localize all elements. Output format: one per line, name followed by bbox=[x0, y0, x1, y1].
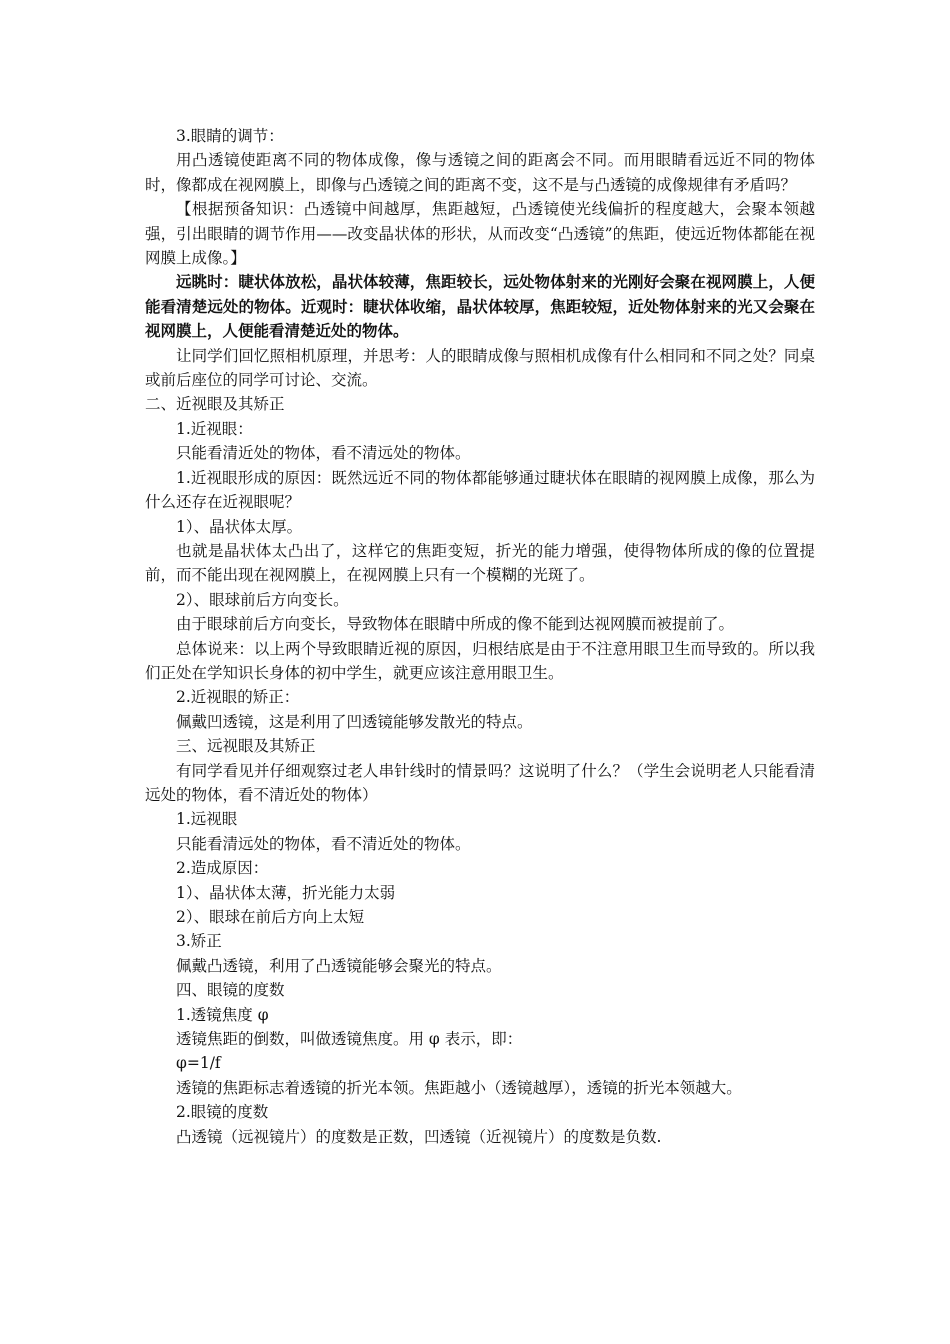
section-heading-myopia: 二、近视眼及其矫正 bbox=[145, 395, 285, 414]
paragraph-threading-needle: 有同学看见并仔细观察过老人串针线时的情景吗？这说明了什么？（学生会说明老人只能看清远处的物体，看不清近处的物体） bbox=[145, 761, 815, 804]
list-item-eyeball-longer: 2）、眼球前后方向变长。 bbox=[176, 590, 349, 609]
paragraph-refractive-power: 透镜的焦距标志着透镜的折光本领。焦距越小（透镜越厚），透镜的折光本领越大。 bbox=[176, 1078, 742, 1097]
paragraph-lens-question: 用凸透镜使距离不同的物体成像，像与透镜之间的距离会不同。而用眼睛看远近不同的物体时，像都成在视网膜上，即像与凸透镜之间的距离不变，这不是与凸透镜的成像规律有矛盾吗？ bbox=[145, 151, 815, 194]
subheading-myopia-correction: 2.近视眼的矫正： bbox=[176, 688, 300, 707]
subheading-hyperopia-cause: 2.造成原因： bbox=[176, 859, 269, 878]
paragraph-focal-power-definition: 透镜焦距的倒数，叫做透镜焦度。用 φ 表示，即： bbox=[176, 1030, 523, 1049]
subheading-glasses-power: 2.眼镜的度数 bbox=[176, 1103, 269, 1122]
list-item-eyeball-short: 2）、眼球在前后方向上太短 bbox=[176, 908, 365, 926]
paragraph-prerequisite-note: 【根据预备知识：凸透镜中间越厚，焦距越短，凸透镜使光线偏折的程度越大，会聚本领越强，引出眼睛的调节作用——改变晶状体的形状，从而改变“凸透镜”的焦距，使远近物体都能在视网膜上成像。】 bbox=[145, 200, 815, 268]
paragraph-camera-comparison: 让同学们回忆照相机原理，并思考：人的眼睛成像与照相机成像有什么相同和不同之处？同桌或前后座位的同学可讨论、交流。 bbox=[145, 346, 815, 390]
heading-eye-adjustment: 3.眼睛的调节： bbox=[176, 127, 284, 145]
list-item-lens-too-thick: 1）、晶状体太厚。 bbox=[176, 517, 303, 536]
paragraph-myopia-cause: 1.近视眼形成的原因：既然远近不同的物体都能够通过睫状体在眼睛的视网膜上成像，那么为什么还存在近视眼呢？ bbox=[145, 468, 815, 512]
subheading-hyperopia: 1.远视眼 bbox=[176, 810, 238, 829]
paragraph-summary: 总体说来：以上两个导致眼睛近视的原因，归根结底是由于不注意用眼卫生而导致的。所以我们正处在学知识长身体的初中学生，就更应该注意用眼卫生。 bbox=[145, 639, 815, 682]
paragraph-glasses-power-sign: 凸透镜（远视镜片）的度数是正数，凹透镜（近视镜片）的度数是负数. bbox=[176, 1127, 662, 1146]
formula-focal-power: φ=1/f bbox=[176, 1054, 221, 1073]
list-item-lens-too-thin: 1）、晶状体太薄，折光能力太弱 bbox=[176, 883, 396, 902]
paragraph-lens-too-convex: 也就是晶状体太凸出了，这样它的焦距变短，折光的能力增强，使得物体所成的像的位置提前，而不能出现在视网膜上，在视网膜上只有一个模糊的光斑了。 bbox=[145, 541, 815, 585]
paragraph-far-near-viewing: 远眺时：睫状体放松，晶状体较薄，焦距较长，远处物体射来的光刚好会聚在视网膜上，人便能看清楚远处的物体。近观时：睫状体收缩，晶状体较厚，焦距较短，近处物体射来的光又会聚在视网膜上，人便能看清楚近处的物体。 bbox=[145, 272, 815, 341]
subheading-myopia: 1.近视眼： bbox=[176, 419, 253, 438]
paragraph-hyperopia-definition: 只能看清远处的物体，看不清近处的物体。 bbox=[176, 834, 471, 853]
subheading-focal-power: 1.透镜焦度 φ bbox=[176, 1005, 269, 1024]
paragraph-concave-lens: 佩戴凹透镜，这是利用了凹透镜能够发散光的特点。 bbox=[176, 712, 533, 731]
paragraph-eyeball-longer: 由于眼球前后方向变长，导致物体在眼睛中所成的像不能到达视网膜而被提前了。 bbox=[176, 615, 735, 634]
paragraph-myopia-definition: 只能看清近处的物体，看不清远处的物体。 bbox=[176, 444, 471, 463]
paragraph-convex-lens: 佩戴凸透镜，利用了凸透镜能够会聚光的特点。 bbox=[176, 956, 502, 975]
document-page bbox=[145, 124, 815, 1149]
section-heading-lens-power: 四、眼镜的度数 bbox=[176, 981, 285, 1000]
subheading-correction: 3.矫正 bbox=[176, 932, 222, 951]
section-heading-hyperopia: 三、远视眼及其矫正 bbox=[176, 737, 316, 756]
